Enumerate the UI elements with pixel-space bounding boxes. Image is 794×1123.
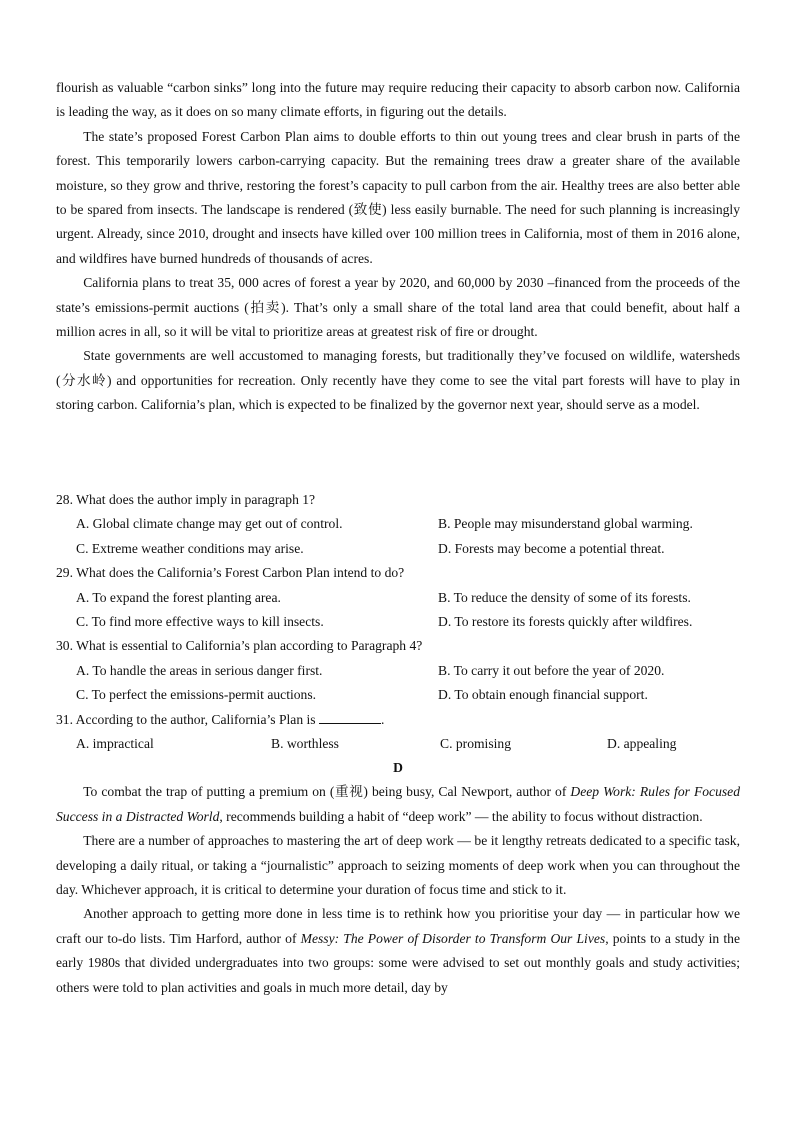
passage-c-continued <box>56 76 740 418</box>
question-stem: 29. What does the California’s Forest Carbon Plan intend to do? <box>56 565 405 581</box>
option-d: D. To restore its forests quickly after wildfires. <box>438 614 693 630</box>
question-29 <box>56 561 740 634</box>
questions-block <box>56 488 740 756</box>
option-a: A. Global climate change may get out of control. <box>76 516 343 532</box>
question-28 <box>56 488 740 561</box>
paragraph: Another approach to getting more done in less time is to rethink how you prioritise your day — in particular how we craft our to-do lists. Tim Harford, author of Messy: The Power of Disorder to Transform Our Lives, points to a study in the early 1980s that divided undergraduates into two groups: some were advised to set out monthly goals and study activities; others were told to plan activities and goals in much more detail, day by <box>56 906 740 995</box>
option-b: B. People may misunderstand global warming. <box>438 516 693 532</box>
option-a: A. To expand the forest planting area. <box>76 589 281 605</box>
option-c: C. To find more effective ways to kill insects. <box>76 614 324 630</box>
book-title: Deep Work: Rules for Focused Success in a Distracted World <box>56 784 740 824</box>
answer-blank <box>319 709 381 724</box>
passage-d <box>56 756 740 1000</box>
paragraph: The state’s proposed Forest Carbon Plan aims to double efforts to thin out young trees and clear brush in parts of the forest. This temporarily lowers carbon-carrying capacity. But the remaining trees draw a greater share of the available moisture, so they grow and thrive, restoring the forest’s capacity to pull carbon from the air. Healthy trees are also better able to be spared from insects. The landscape is rendered (致使) less easily burnable. The need for such planning is increasingly urgent. Already, since 2010, drought and insects have killed over 100 million trees in California, most of them in 2016 alone, and wildfires have burned hundreds of thousands of acres. <box>56 128 740 266</box>
option-a: A. impractical <box>76 736 154 752</box>
section-heading: D <box>393 760 403 775</box>
option-b: B. To reduce the density of some of its forests. <box>438 589 691 605</box>
paragraph: California plans to treat 35, 000 acres of forest a year by 2020, and 60,000 by 2030 –financed from the proceeds of the state’s emissions-permit auctions (拍卖). That’s only a small share of the total land area that could benefit, about half a million acres in all, so it will be vital to prioritize areas at greatest risk of fire or drought. <box>56 275 740 340</box>
question-stem: 28. What does the author imply in paragraph 1? <box>56 492 316 507</box>
option-c: C. promising <box>440 736 511 752</box>
book-title: Messy: The Power of Disorder to Transform Our Lives <box>300 930 606 946</box>
question-30 <box>56 634 740 707</box>
question-stem-line: 31. According to the author, California’s Plan is . <box>56 708 740 732</box>
question-stem: 31. According to the author, California’s Plan is <box>56 711 316 727</box>
option-c: C. To perfect the emissions-permit auctions. <box>76 687 317 703</box>
question-stem: 30. What is essential to California’s plan according to Paragraph 4? <box>56 638 423 654</box>
option-b: B. worthless <box>271 736 339 752</box>
option-d: D. To obtain enough financial support. <box>438 687 648 703</box>
paragraph: flourish as valuable “carbon sinks” long into the future may require reducing their capacity to absorb carbon now. California is leading the way, as it does on so many climate efforts, in figuring out the details. <box>56 80 740 120</box>
option-a: A. To handle the areas in serious danger first. <box>76 662 323 678</box>
paragraph: State governments are well accustomed to managing forests, but traditionally they’ve focused on wildlife, watersheds (分水岭) and opportunities for recreation. Only recently have they come to see the vital part forests will have to play in storing carbon. California’s plan, which is expected to be finalized by the governor next year, should serve as a model. <box>56 348 740 413</box>
paragraph: There are a number of approaches to mastering the art of deep work — be it lengthy retreats dedicated to a specific task, developing a daily ritual, or taking a “journalistic” approach to seizing moments of deep work when you can throughout the day. Whichever approach, it is critical to determine your duration of focus time and stick to it. <box>56 833 740 898</box>
option-d: D. Forests may become a potential threat. <box>438 540 665 556</box>
question-31 <box>56 708 740 757</box>
paragraph: To combat the trap of putting a premium on (重视) being busy, Cal Newport, author of Deep Work: Rules for Focused Success in a Distracted World, recommends building a habit of “deep work” — the ability to focus without distraction. <box>56 784 740 824</box>
option-d: D. appealing <box>607 736 677 752</box>
option-c: C. Extreme weather conditions may arise. <box>76 540 304 556</box>
option-b: B. To carry it out before the year of 2020. <box>438 662 665 678</box>
